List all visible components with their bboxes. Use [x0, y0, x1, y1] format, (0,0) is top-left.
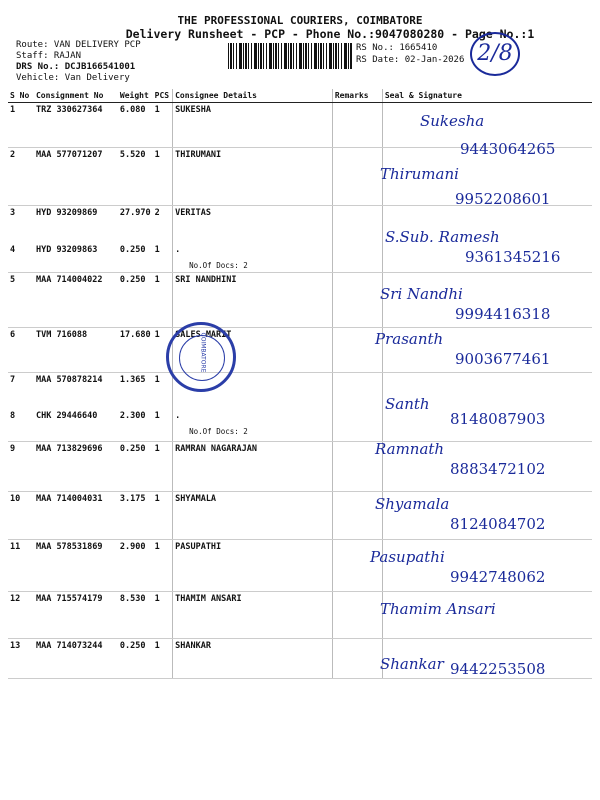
- col-sno: S No: [8, 89, 34, 103]
- cell-sno-text: 7: [10, 374, 16, 385]
- cell-sno: [8, 206, 34, 243]
- cell-consignee-text: PASUPATHI: [175, 541, 222, 552]
- handwritten-phone: 9942748062: [450, 568, 546, 586]
- cell-pcs-text: 1: [154, 493, 160, 504]
- cell-consignee-text: VERITAS: [175, 208, 211, 218]
- cell-pcs: [153, 409, 173, 441]
- barcode-icon: [228, 43, 352, 69]
- cell-sno-text: 8: [10, 411, 16, 421]
- cell-consignee-text: SUKESHA: [175, 105, 211, 115]
- cell-consignee: [173, 243, 333, 273]
- cell-weight: [118, 148, 153, 206]
- cell-consignee-text: SRI NANDHINI: [175, 274, 237, 285]
- cell-weight-text: 6.080: [119, 105, 146, 115]
- cell-consignee-text: .: [175, 411, 181, 421]
- cell-weight-text: 0.250: [119, 244, 146, 255]
- cell-weight-text: 5.520: [119, 150, 146, 160]
- cell-pcs-text: 1: [154, 150, 160, 160]
- cell-sno: [8, 372, 34, 409]
- cell-consignee: [173, 491, 333, 539]
- cell-remarks: [332, 638, 382, 678]
- cell-pcs-text: 1: [154, 105, 160, 115]
- cell-sno-text: 12: [10, 593, 21, 604]
- cell-consignment-text: TVM 716088: [35, 329, 88, 340]
- cell-consignment-text: MAA 577071207: [35, 150, 103, 160]
- table-row: [8, 372, 592, 409]
- cell-weight: [118, 539, 153, 591]
- cell-remarks: [332, 591, 382, 638]
- cell-consignee: [173, 638, 333, 678]
- cell-consignment-text: MAA 713829696: [35, 443, 103, 454]
- cell-consignment: [34, 539, 118, 591]
- cell-sno: [8, 441, 34, 491]
- cell-pcs-text: 1: [154, 411, 160, 421]
- drs-label: DRS No.: DCJB166541001: [16, 62, 136, 72]
- col-consignee: Consignee Details: [173, 89, 333, 103]
- cell-pcs: [153, 243, 173, 273]
- cell-consignment: [34, 103, 118, 148]
- cell-consignment: [34, 206, 118, 243]
- cell-weight-text: 17.680: [119, 329, 151, 340]
- runsheet-table: [8, 89, 592, 679]
- signature-scrawl: Sri Nandhi: [380, 285, 463, 303]
- cell-consignee: [173, 539, 333, 591]
- cell-pcs-text: 1: [154, 541, 160, 552]
- cell-consignment-text: HYD 93209863: [35, 244, 98, 255]
- docs-count: No.Of Docs: 2: [189, 260, 248, 270]
- cell-weight-text: 2.300: [119, 411, 146, 421]
- cell-weight-text: 0.250: [119, 443, 146, 454]
- cell-weight: [118, 409, 153, 441]
- cell-weight-text: 27.970: [119, 208, 151, 218]
- cell-consignment-text: MAA 570878214: [35, 374, 103, 385]
- cell-sno: [8, 539, 34, 591]
- cell-consignee: [173, 591, 333, 638]
- cell-sno: [8, 243, 34, 273]
- cell-pcs-text: 1: [154, 329, 160, 340]
- cell-remarks: [332, 206, 382, 243]
- cell-pcs: [153, 103, 173, 148]
- cell-consignment: [34, 243, 118, 273]
- handwritten-phone: 9994416318: [455, 305, 551, 323]
- col-consignment: Consignment No: [34, 89, 118, 103]
- cell-pcs: [153, 148, 173, 206]
- cell-consignment-text: MAA 715574179: [35, 593, 103, 604]
- col-pcs: PCS: [153, 89, 173, 103]
- cell-consignment-text: MAA 714004031: [35, 493, 103, 504]
- cell-consignee: [173, 103, 333, 148]
- cell-weight: [118, 591, 153, 638]
- cell-sno-text: 1: [10, 105, 16, 115]
- cell-weight-text: 1.365: [119, 374, 146, 385]
- cell-consignee: [173, 206, 333, 243]
- cell-consignment: [34, 148, 118, 206]
- handwritten-phone: 9442253508: [450, 660, 546, 678]
- cell-sno-text: 3: [10, 208, 16, 218]
- col-remarks: Remarks: [332, 89, 382, 103]
- cell-consignee-text: SHYAMALA: [175, 493, 217, 504]
- table-row: [8, 206, 592, 243]
- company-title: THE PROFESSIONAL COURIERS, COIMBATORE: [177, 14, 423, 27]
- cell-sno: [8, 103, 34, 148]
- rs-number: RS No.: 1665410: [356, 43, 438, 53]
- cell-sno: [8, 327, 34, 372]
- cell-pcs-text: 1: [154, 274, 160, 285]
- cell-pcs-text: 1: [154, 640, 160, 651]
- signature-scrawl: Sukesha: [420, 112, 485, 130]
- cell-sno: [8, 272, 34, 327]
- cell-consignee-text: SHANKAR: [175, 640, 211, 651]
- handwritten-phone: 9443064265: [460, 140, 556, 158]
- signature-scrawl: Thamim Ansari: [380, 600, 496, 618]
- cell-consignment-text: MAA 578531869: [35, 541, 103, 552]
- cell-sno-text: 6: [10, 329, 16, 340]
- cell-consignee-text: .: [175, 244, 181, 255]
- col-weight: Weight: [118, 89, 153, 103]
- cell-remarks: [332, 409, 382, 441]
- page-mark: 2/8: [470, 32, 520, 76]
- handwritten-phone: 8124084702: [450, 515, 546, 533]
- signature-scrawl: Pasupathi: [370, 548, 445, 566]
- handwritten-phone: 8883472102: [450, 460, 546, 478]
- runsheet-subtitle: Delivery Runsheet - PCP - Phone No.:9047080280 - Page No.:1: [125, 27, 535, 41]
- cell-sno-text: 4: [10, 244, 16, 255]
- cell-remarks: [332, 272, 382, 327]
- cell-pcs: [153, 206, 173, 243]
- cell-pcs: [153, 591, 173, 638]
- cell-pcs-text: 1: [154, 244, 160, 255]
- cell-pcs: [153, 441, 173, 491]
- cell-sno: [8, 638, 34, 678]
- cell-pcs: [153, 491, 173, 539]
- handwritten-phone: 9952208601: [455, 190, 551, 208]
- cell-consignment: [34, 441, 118, 491]
- signature-scrawl: Shankar: [380, 655, 444, 673]
- cell-pcs-text: 2: [154, 208, 160, 218]
- cell-weight-text: 2.900: [119, 541, 146, 552]
- staff-label: Staff: RAJAN: [16, 51, 82, 61]
- cell-sno-text: 10: [10, 493, 21, 504]
- cell-consignment-text: TRZ 330627364: [35, 105, 103, 115]
- cell-consignee: [173, 148, 333, 206]
- cell-weight: [118, 327, 153, 372]
- cell-remarks: [332, 103, 382, 148]
- cell-consignee-text: THAMIM ANSARI: [175, 593, 242, 604]
- rs-date: RS Date: 02-Jan-2026: [356, 55, 465, 65]
- cell-consignment: [34, 491, 118, 539]
- cell-consignment: [34, 327, 118, 372]
- cell-pcs-text: 1: [154, 593, 160, 604]
- cell-pcs: [153, 638, 173, 678]
- cell-sno: [8, 409, 34, 441]
- cell-consignment-text: HYD 93209869: [35, 208, 98, 218]
- cell-consignee: [173, 441, 333, 491]
- cell-consignment-text: CHK 29446640: [35, 411, 98, 421]
- cell-consignment: [34, 409, 118, 441]
- cell-consignee-text: THIRUMANI: [175, 150, 222, 160]
- cell-weight: [118, 491, 153, 539]
- cell-sno-text: 11: [10, 541, 21, 552]
- cell-pcs: [153, 539, 173, 591]
- cell-weight: [118, 206, 153, 243]
- cell-sno-text: 2: [10, 150, 16, 160]
- cell-consignment-text: MAA 714004022: [35, 274, 103, 285]
- cell-consignment: [34, 372, 118, 409]
- cell-remarks: [332, 148, 382, 206]
- cell-pcs: [153, 372, 173, 409]
- cell-sno: [8, 591, 34, 638]
- cell-weight: [118, 372, 153, 409]
- cell-weight-text: 0.250: [119, 640, 146, 651]
- cell-weight: [118, 638, 153, 678]
- cell-consignment: [34, 591, 118, 638]
- handwritten-phone: 9003677461: [455, 350, 551, 368]
- cell-sno: [8, 148, 34, 206]
- cell-pcs-text: 1: [154, 443, 160, 454]
- signature-scrawl: Prasanth: [375, 330, 444, 348]
- handwritten-phone: 8148087903: [450, 410, 546, 428]
- cell-weight-text: 0.250: [119, 274, 146, 285]
- route-label: Route: VAN DELIVERY PCP: [16, 40, 141, 50]
- cell-sno-text: 5: [10, 274, 16, 285]
- docs-count: No.Of Docs: 2: [189, 427, 248, 436]
- signature-scrawl: Thirumani: [380, 165, 459, 183]
- signature-scrawl: S.Sub. Ramesh: [385, 228, 500, 246]
- cell-consignee: [173, 409, 333, 441]
- cell-weight: [118, 103, 153, 148]
- handwritten-phone: 9361345216: [465, 248, 561, 266]
- cell-pcs-text: 1: [154, 374, 160, 385]
- cell-pcs: [153, 272, 173, 327]
- cell-remarks: [332, 243, 382, 273]
- seal-stamp-icon: COIMBATORE: [166, 322, 236, 392]
- signature-scrawl: Shyamala: [375, 495, 450, 513]
- cell-sno-text: 9: [10, 443, 16, 454]
- cell-sno: [8, 491, 34, 539]
- cell-sno-text: 13: [10, 640, 21, 651]
- cell-weight: [118, 243, 153, 273]
- vehicle-label: Vehicle: Van Delivery: [16, 73, 130, 83]
- cell-weight: [118, 272, 153, 327]
- table-row: [8, 591, 592, 638]
- cell-remarks: [332, 372, 382, 409]
- cell-consignment: [34, 638, 118, 678]
- signature-scrawl: Ramnath: [375, 440, 445, 458]
- cell-consignee-text: SALES MARIT: [175, 329, 232, 340]
- cell-consignment: [34, 272, 118, 327]
- cell-consignment-text: MAA 714073244: [35, 640, 103, 651]
- col-signature: Seal & Signature: [382, 89, 592, 103]
- cell-consignee: [173, 272, 333, 327]
- signature-scrawl: Santh: [385, 395, 430, 413]
- cell-consignee-text: RAMRAN NAGARAJAN: [175, 443, 257, 454]
- cell-weight-text: 3.175: [119, 493, 146, 504]
- cell-weight: [118, 441, 153, 491]
- cell-weight-text: 8.530: [119, 593, 146, 604]
